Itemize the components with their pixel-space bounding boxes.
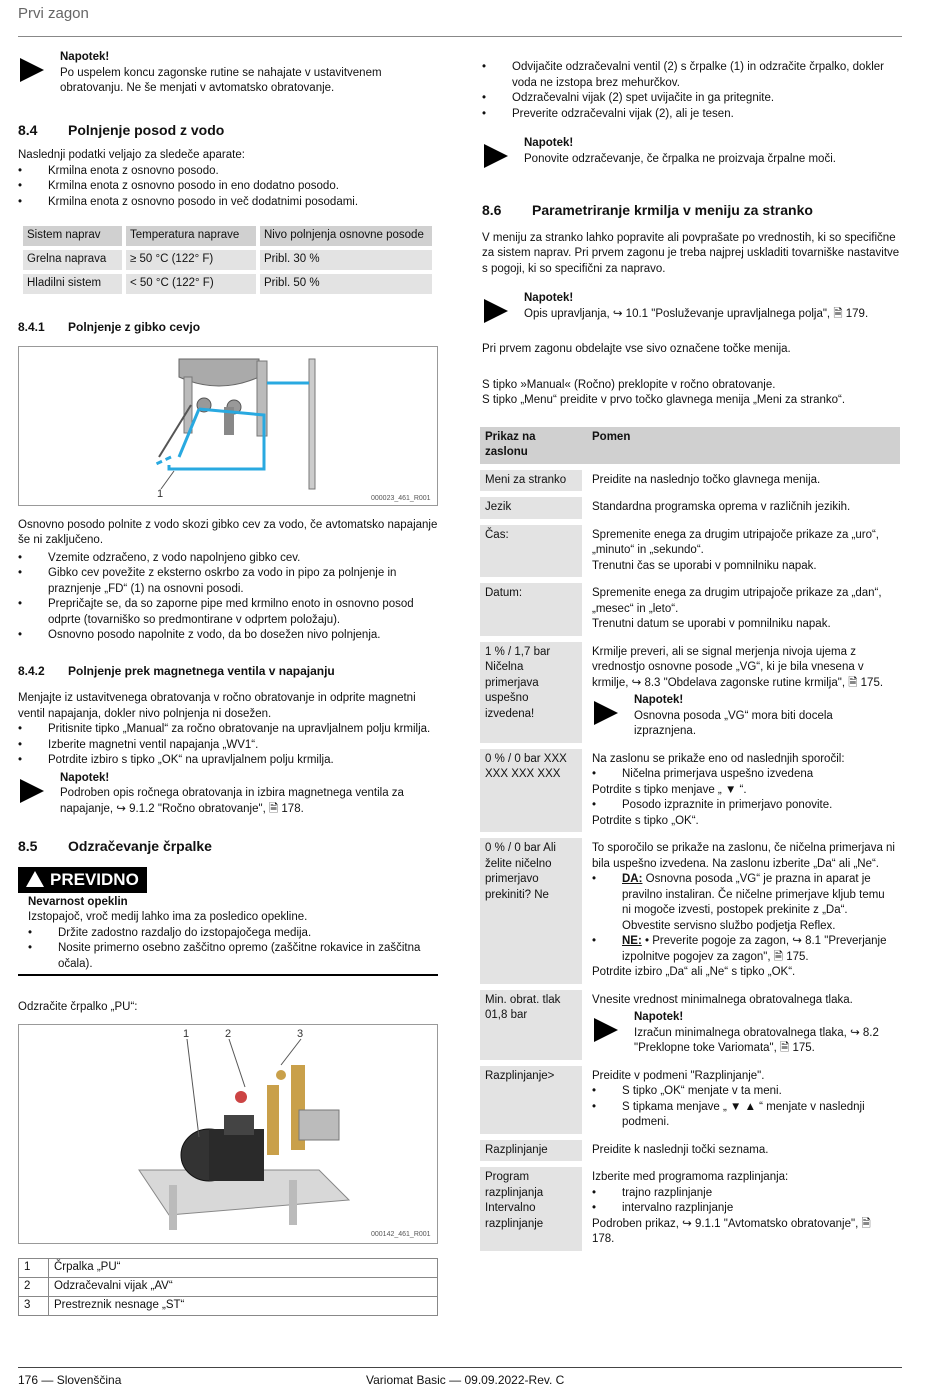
list-item: • Odzračevalni vijak (2) spet uvijačite in ga pritegnite.	[482, 91, 902, 107]
menu-text: Trenutni datum se uporabi v pomnilniku napak.	[592, 618, 831, 630]
menu-bullets	[592, 872, 895, 965]
table-row	[480, 1167, 900, 1251]
table-cell: Pribl. 30 %	[260, 250, 432, 270]
arrow-icon	[484, 144, 508, 168]
menu-value: Preidite na naslednjo točko glavnega menija.	[592, 473, 821, 486]
section-number: 8.4.2	[18, 663, 45, 678]
note-operation	[482, 291, 902, 322]
note-start-routine	[18, 50, 438, 97]
menu-bullets	[592, 1186, 895, 1217]
list-item: • S tipkama menjave „ ▼ ▲ “ menjate v naslednji podmeni.	[592, 1100, 895, 1131]
arrow-icon	[20, 58, 44, 82]
list-item: • Vzemite odzračeno, z vodo napolnjeno gibko cev.	[18, 551, 438, 567]
warning-bullets	[28, 926, 438, 973]
list-item: • Nosite primerno osebno zaščitno opremo (zaščitne rokavice in zaščitna očala).	[28, 941, 438, 972]
menu-key: Datum:	[480, 583, 582, 636]
table-row	[480, 1066, 900, 1134]
list-item: • Krmilna enota z osnovno posodo.	[18, 164, 438, 180]
warning-label: PREVIDNO	[50, 869, 139, 889]
section-title: Polnjenje posod z vodo	[68, 121, 225, 138]
table-cell: Hladilni sistem	[23, 274, 122, 294]
menu-value	[582, 838, 900, 984]
section-number: 8.4	[18, 121, 38, 138]
paragraph-hose: Osnovno posodo polnite z vodo skozi gibko cev za vodo, če avtomatsko napajanje še ni zaključeno.	[18, 518, 438, 546]
option-text: Osnovna posoda „VG“ je prazna in aparat je pravilno instaliran. Če ničelne primerjave kljub temu ni mogoče izvesti, postopek prekinite z „Da“. Obvestite servisno službo podjetja Reflex.	[622, 873, 885, 932]
menu-value	[582, 583, 900, 636]
figure-callout: 1	[157, 487, 164, 500]
list-item: • Odvijačite odzračevalni ventil (2) s črpalke (1) in odzračite črpalko, dokler voda ne izstopa brez mehurčkov.	[482, 60, 902, 91]
header-divider	[18, 36, 902, 37]
menu-text: To sporočilo se prikaže na zaslonu, če ničelna primerjava ni bila uspešno izvedena. Na zaslonu izberite „Da“ ali „Ne“.	[592, 842, 895, 870]
table-row	[19, 1258, 438, 1277]
table-cell: Temperatura naprave	[126, 226, 256, 246]
menu-value	[582, 525, 900, 578]
note-title: Napotek!	[524, 292, 574, 304]
menu-bullets	[592, 767, 895, 783]
menu-text: Vnesite vrednost minimalnega obratovalnega tlaka.	[592, 993, 853, 1006]
note-text: Opis upravljanja, ↪ 10.1 "Posluževanje upravljalnega polja", 🗎 179.	[524, 307, 869, 320]
paragraph-intro: Naslednji podatki veljajo za sledeče aparate:	[18, 149, 245, 161]
menu-text: Na zaslonu se prikaže eno od naslednjih sporočil:	[592, 752, 845, 765]
menu-value: Standardna programska oprema v različnih jezikih.	[592, 501, 851, 513]
list-item: • intervalno razplinjanje	[592, 1201, 895, 1217]
left-column	[18, 50, 438, 1316]
menu-text: Krmilje preveri, ali se signal merjenja nivoja ujema z vrednostjo osnovne posode „VG“, ki je bila vnesena v krmilje, ↪ 8.3 "Obdelava zagonske rutine krmilja", 🗎 175.	[592, 645, 884, 689]
menu-value	[582, 642, 900, 743]
figure-code: 000142_461_R001	[371, 1230, 431, 1238]
table-cell: Sistem naprav	[23, 226, 122, 246]
menu-value	[582, 749, 900, 833]
table-row	[480, 497, 900, 519]
table-cell: < 50 °C (122° F)	[126, 274, 256, 294]
list-item: • trajno razplinjanje	[592, 1186, 895, 1202]
section-title: Parametriranje krmilja v meniju za stranko	[532, 202, 813, 218]
table-cell: ≥ 50 °C (122° F)	[126, 250, 256, 270]
warning-badge	[18, 867, 147, 893]
note-text: Podroben opis ročnega obratovanja in izbira magnetnega ventila za napajanje, ↪ 9.1.2 "Ročno obratovanje", 🗎 178.	[60, 787, 404, 815]
section-number: 8.5	[18, 838, 38, 854]
table-cell: Prikaz na zaslonu	[480, 427, 582, 464]
table-row	[480, 838, 900, 984]
menu-value: Preidite k naslednji točki seznama.	[592, 1143, 769, 1156]
header-title: Prvi zagon	[18, 5, 89, 22]
list-item: • Gibko cev povežite z eksterno oskrbo za vodo in pipo za polnjenje in praznjenje „FD“ (1) na osnovni posodi.	[18, 566, 438, 597]
list-item: • Ničelna primerjava uspešno izvedena	[592, 767, 895, 783]
menu-key: Min. obrat. tlak 01,8 bar	[480, 990, 582, 1060]
list-item: • Potrdite izbiro s tipko „OK“ na upravljalnem polju krmilja.	[18, 753, 438, 769]
note-text: Ponovite odzračevanje, če črpalka ne proizvaja črpalne moči.	[524, 152, 836, 165]
menu-key: Razplinjanje	[480, 1140, 582, 1162]
hose-filling-illustration	[19, 347, 437, 505]
menu-text: Potrdite izbiro „Da“ ali „Ne“ s tipko „OK“.	[592, 966, 796, 978]
arrow-icon	[20, 779, 44, 803]
option-label: NE:	[622, 935, 642, 947]
figure-callout: 3	[297, 1027, 304, 1040]
bullet-list-hose	[18, 551, 438, 644]
menu-text: Izberite med programoma razplinjanja:	[592, 1171, 789, 1183]
note-title: Napotek!	[634, 694, 684, 706]
table-cell: Črpalka „PU“	[49, 1258, 438, 1277]
table-row	[480, 749, 900, 833]
fill-level-table	[19, 222, 436, 298]
section-number: 8.6	[482, 202, 502, 218]
list-item: • Prepričajte se, da so zaporne pipe med krmilno enoto in osnovno posod odprte (tovarniško so predmontirane v odprtem položaju).	[18, 597, 438, 628]
customer-menu-table	[480, 421, 900, 1257]
section-title: Odzračevanje črpalke	[68, 838, 212, 854]
menu-value	[582, 1167, 900, 1251]
warning-triangle-icon	[26, 871, 44, 887]
note-repeat-venting	[482, 136, 902, 167]
warning-box	[18, 867, 438, 977]
menu-bullets	[592, 798, 895, 814]
menu-key: Meni za stranko	[480, 470, 582, 492]
menu-key: 0 % / 0 bar XXX XXX XXX XXX	[480, 749, 582, 833]
list-item: • Posodo izpraznite in primerjavo ponovite.	[592, 798, 895, 814]
menu-key: 1 % / 1,7 bar Ničelna primerjava uspešno izvedena!	[480, 642, 582, 743]
list-item: • Krmilna enota z osnovno posodo in eno dodatno posodo.	[18, 179, 438, 195]
paragraph-pump-intro: Odzračite črpalko „PU“:	[18, 1001, 138, 1013]
section-heading-8-4-1	[18, 320, 438, 336]
table-cell: Pomen	[582, 427, 900, 464]
list-item: • S tipko „OK“ menjate v ta meni.	[592, 1084, 895, 1100]
arrow-icon	[484, 299, 508, 323]
table-cell: Prestreznik nesnage „ST“	[49, 1296, 438, 1315]
section-heading-8-4-2	[18, 664, 438, 680]
list-item: • Osnovno posodo napolnite z vodo, da bo dosežen nivo polnjenja.	[18, 628, 438, 644]
table-row	[480, 642, 900, 743]
menu-bullets	[592, 1084, 895, 1131]
menu-text: Spremenite enega za drugim utripajoče prikaze za „uro“, „minuto“ in „sekundo“.	[592, 528, 880, 556]
table-row	[480, 990, 900, 1060]
section-title: Polnjenje prek magnetnega ventila v napajanju	[68, 663, 335, 678]
menu-key: 0 % / 0 bar Ali želite ničelno primerjavo prekiniti? Ne	[480, 838, 582, 984]
arrow-icon	[594, 701, 618, 725]
figure-callout: 1	[183, 1027, 190, 1040]
paragraph-magnet-valve: Menjajte iz ustavitvenega obratovanja v ročno obratovanje in odprite magnetni ventil napajanja, dokler nivo polnjenja ni dosežen.	[18, 692, 416, 720]
table-header-row	[23, 226, 432, 246]
bullet-list-devices	[18, 164, 438, 211]
menu-value	[582, 1066, 900, 1134]
table-row	[480, 583, 900, 636]
arrow-icon	[594, 1018, 618, 1042]
footer-page-info: 176 — Slovenščina	[18, 1373, 122, 1387]
list-item: • Izberite magnetni ventil napajanja „WV1“.	[18, 738, 438, 754]
menu-text: Trenutni čas se uporabi v pomnilniku napak.	[592, 559, 817, 572]
section-heading-8-6	[482, 203, 902, 219]
table-cell: Odzračevalni vijak „AV“	[49, 1277, 438, 1296]
note-text: Osnovna posoda „VG“ mora biti docela izpraznjena.	[634, 709, 833, 737]
paragraph-customer-menu: V meniju za stranko lahko popravite ali povprašate po vrednostih, ki so specifične za sistem naprav. Pri prvem zagonu je treba najprej uskladiti tovarniške nastavitve s pogoji, ki so specifični za napravo.	[482, 231, 900, 275]
table-cell: Nivo polnjenja osnovne posode	[260, 226, 432, 246]
section-heading-8-5	[18, 839, 438, 855]
note-title: Napotek!	[524, 137, 574, 149]
table-row	[480, 1140, 900, 1162]
menu-text: Podroben prikaz, ↪ 9.1.1 "Avtomatsko obratovanje", 🗎 178.	[592, 1217, 871, 1245]
option-text: • Preverite pogoje za zagon, ↪ 8.1 "Preverjanje izpolnitve pogojev za zagon", 🗎 175.	[622, 935, 887, 963]
warning-content	[18, 895, 438, 973]
menu-text: Spremenite enega za drugim utripajoče prikaze za „dan“, „mesec“ in „leto“.	[592, 587, 882, 615]
section-title: Polnjenje z gibko cevjo	[68, 320, 201, 334]
note-manual-operation	[18, 771, 438, 818]
bullet-list-venting	[482, 60, 902, 122]
menu-key: Razplinjanje>	[480, 1066, 582, 1134]
menu-text: Potrdite s tipko menjave „ ▼ “.	[592, 783, 747, 796]
menu-key: Čas:	[480, 525, 582, 578]
note-title: Napotek!	[634, 1011, 684, 1023]
table-cell: Pribl. 50 %	[260, 274, 432, 294]
figure-pump	[18, 1024, 438, 1244]
list-item: • Držite zadostno razdaljo do izstopajočega medija.	[28, 926, 438, 942]
note-text: Po uspelem koncu zagonske rutine se nahajate v ustavitvenem obratovanju. Ne še menjati v avtomatsko obratovanje.	[60, 66, 382, 94]
list-item	[592, 872, 895, 934]
table-row	[19, 1296, 438, 1315]
table-cell: Grelna naprava	[23, 250, 122, 270]
section-heading-8-4	[18, 123, 438, 139]
list-item	[592, 934, 895, 965]
bullet-list-magnet-valve	[18, 722, 438, 769]
figure-code: 000023_461_R001	[371, 494, 431, 502]
right-column	[482, 60, 902, 1257]
paragraph-manual-key: S tipko »Manual« (Ročno) preklopite v ročno obratovanje.	[482, 378, 776, 391]
list-item: • Krmilna enota z osnovno posodo in več dodatnimi posodami.	[18, 195, 438, 211]
menu-text: Potrdite s tipko „OK“.	[592, 814, 699, 827]
table-row	[23, 250, 432, 270]
note-title: Napotek!	[60, 771, 110, 784]
note-text: Izračun minimalnega obratovalnega tlaka, ↪ 8.2 "Preklopne toke Variomata", 🗎 175.	[634, 1026, 879, 1054]
table-cell: 2	[19, 1277, 49, 1296]
figure-hose-filling	[18, 346, 438, 506]
table-cell: 3	[19, 1296, 49, 1315]
option-label: DA:	[622, 873, 643, 885]
menu-value	[582, 990, 900, 1060]
footer-document-info: Variomat Basic — 09.09.2022-Rev. C	[366, 1373, 565, 1387]
table-row	[19, 1277, 438, 1296]
table-row	[480, 525, 900, 578]
table-row	[23, 274, 432, 294]
menu-key: Program razplinjanja Intervalno razplinjanje	[480, 1167, 582, 1251]
menu-key: Jezik	[480, 497, 582, 519]
note-zero-compare	[592, 693, 895, 740]
menu-text: Preidite v podmeni "Razplinjanje".	[592, 1069, 765, 1082]
table-row	[480, 470, 900, 492]
list-item: • Preverite odzračevalni vijak (2), ali je tesen.	[482, 107, 902, 123]
paragraph-menu-key: S tipko „Menu“ preidite v prvo točko glavnega menija „Meni za stranko“.	[482, 394, 846, 406]
paragraph-first-start: Pri prvem zagonu obdelajte vse sivo označene točke menija.	[482, 343, 791, 355]
parts-legend-table	[18, 1258, 438, 1316]
warning-title: Nevarnost opeklin	[28, 895, 128, 908]
pump-illustration	[19, 1025, 437, 1243]
table-header-row	[480, 427, 900, 464]
section-number: 8.4.1	[18, 320, 45, 334]
note-title: Napotek!	[60, 51, 110, 63]
warning-text: Izstopajoč, vroč medij lahko ima za posledico opekline.	[28, 911, 308, 923]
table-cell: 1	[19, 1258, 49, 1277]
note-min-pressure	[592, 1010, 895, 1057]
figure-callout: 2	[225, 1027, 232, 1040]
footer-divider	[18, 1367, 902, 1368]
list-item: • Pritisnite tipko „Manual“ za ročno obratovanje na upravljalnem polju krmilja.	[18, 722, 438, 738]
